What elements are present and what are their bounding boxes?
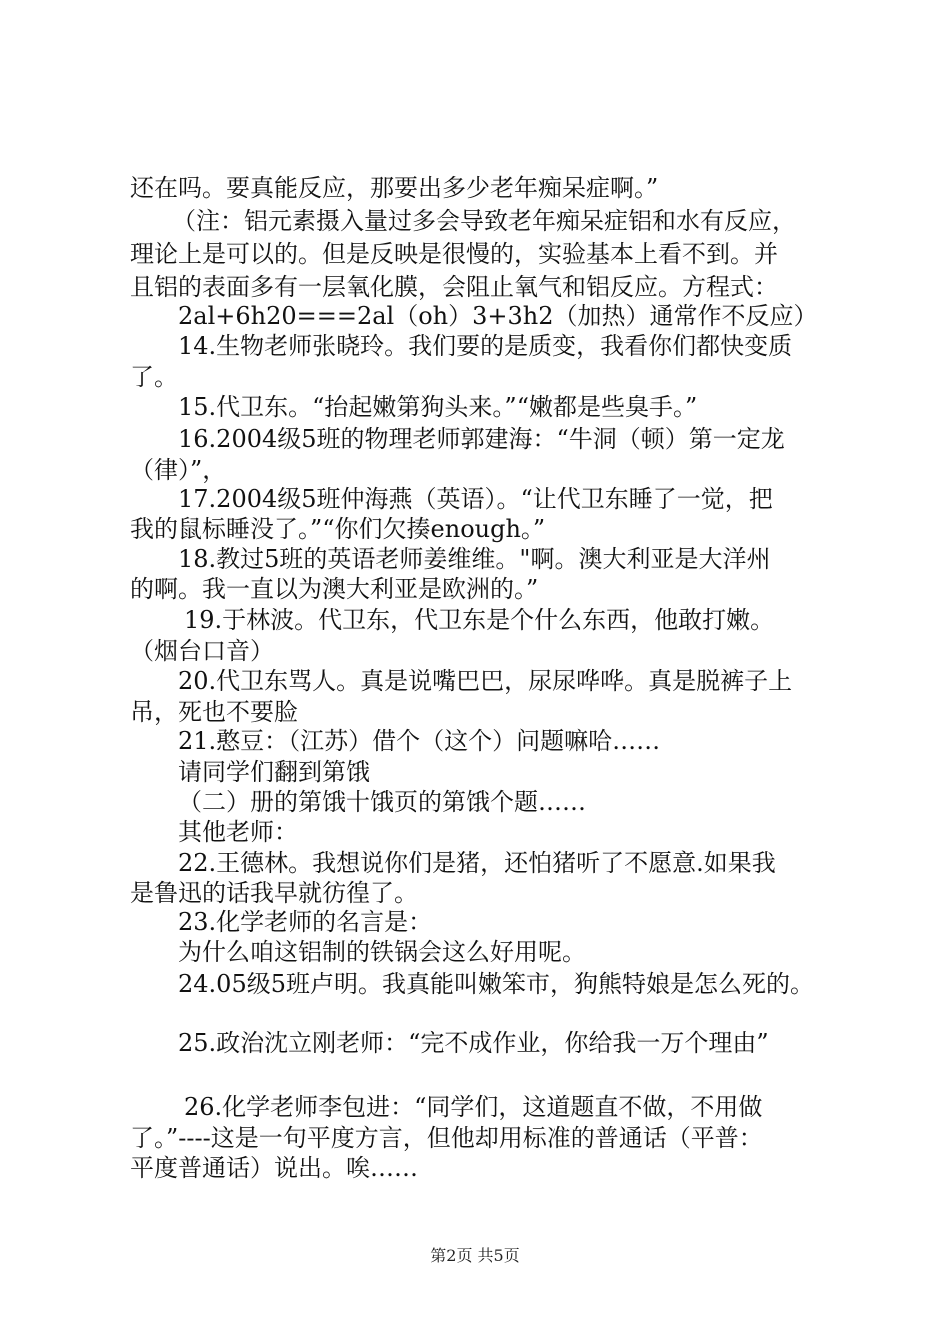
text-line: （注：铝元素摄入量过多会导致老年痴呆症铝和水有反应， xyxy=(172,207,796,235)
text-line: 19.于林波。代卫东，代卫东是个什么东西，他敢打嫩。 xyxy=(184,606,775,634)
text-line: 的啊。我一直以为澳大利亚是欧洲的。” xyxy=(130,575,539,603)
text-line: （二）册的第饿十饿页的第饿个题…… xyxy=(178,788,586,816)
text-line: 吊，死也不要脸 xyxy=(130,698,298,726)
text-line: 其他老师： xyxy=(178,818,298,846)
text-line: 2al+6h20===2al（oh）3+3h2（加热）通常作不反应） xyxy=(178,302,818,330)
text-line: 为什么咱这铝制的铁锅会这么好用呢。 xyxy=(178,938,586,966)
text-line: 请同学们翻到第饿 xyxy=(178,758,370,786)
text-line: 了。”----这是一句平度方言，但他却用标准的普通话（平普： xyxy=(130,1124,763,1152)
text-line: 16.2004级5班的物理老师郭建海：“牛洞（顿）第一定龙 xyxy=(178,425,785,453)
text-line: 26.化学老师李包进：“同学们，这道题直不做，不用做 xyxy=(184,1093,763,1121)
text-line: 了。 xyxy=(130,363,178,391)
text-line: 18.教过5班的英语老师姜维维。"啊。澳大利亚是大洋州 xyxy=(178,545,771,573)
text-line: 理论上是可以的。但是反映是很慢的，实验基本上看不到。并 xyxy=(130,240,778,268)
text-line: 17.2004级5班仲海燕（英语）。“让代卫东睡了一觉，把 xyxy=(178,485,773,513)
text-line: 24.05级5班卢明。我真能叫嫩笨市，狗熊特娘是怎么死的。 xyxy=(178,970,814,998)
page-number-footer: 第2页 共5页 xyxy=(430,1246,520,1265)
text-line: 且铝的表面多有一层氧化膜，会阻止氧气和铝反应。方程式： xyxy=(130,273,778,301)
text-line: （烟台口音） xyxy=(130,637,274,665)
text-line: 14.生物老师张晓玲。我们要的是质变，我看你们都快变质 xyxy=(178,332,793,360)
text-line: 是鲁迅的话我早就彷徨了。 xyxy=(130,879,418,907)
text-line: 22.王德林。我想说你们是猪，还怕猪听了不愿意.如果我 xyxy=(178,849,776,877)
text-line: （律）”， xyxy=(130,456,227,484)
text-line: 23.化学老师的名言是： xyxy=(178,908,433,936)
text-line: 我的鼠标睡没了。”“你们欠揍enough。” xyxy=(130,515,546,543)
text-line: 还在吗。要真能反应，那要出多少老年痴呆症啊。” xyxy=(130,174,659,202)
text-line: 20.代卫东骂人。真是说嘴巴巴，尿尿哗哗。真是脱裤子上 xyxy=(178,667,793,695)
text-line: 21.憨豆：（江苏）借个（这个）问题嘛哈…… xyxy=(178,727,661,755)
text-line: 25.政治沈立刚老师：“完不成作业，你给我一万个理由” xyxy=(178,1029,769,1057)
text-line: 平度普通话）说出。唉…… xyxy=(130,1154,418,1182)
text-line: 15.代卫东。“抬起嫩第狗头来。”“嫩都是些臭手。” xyxy=(178,393,698,421)
